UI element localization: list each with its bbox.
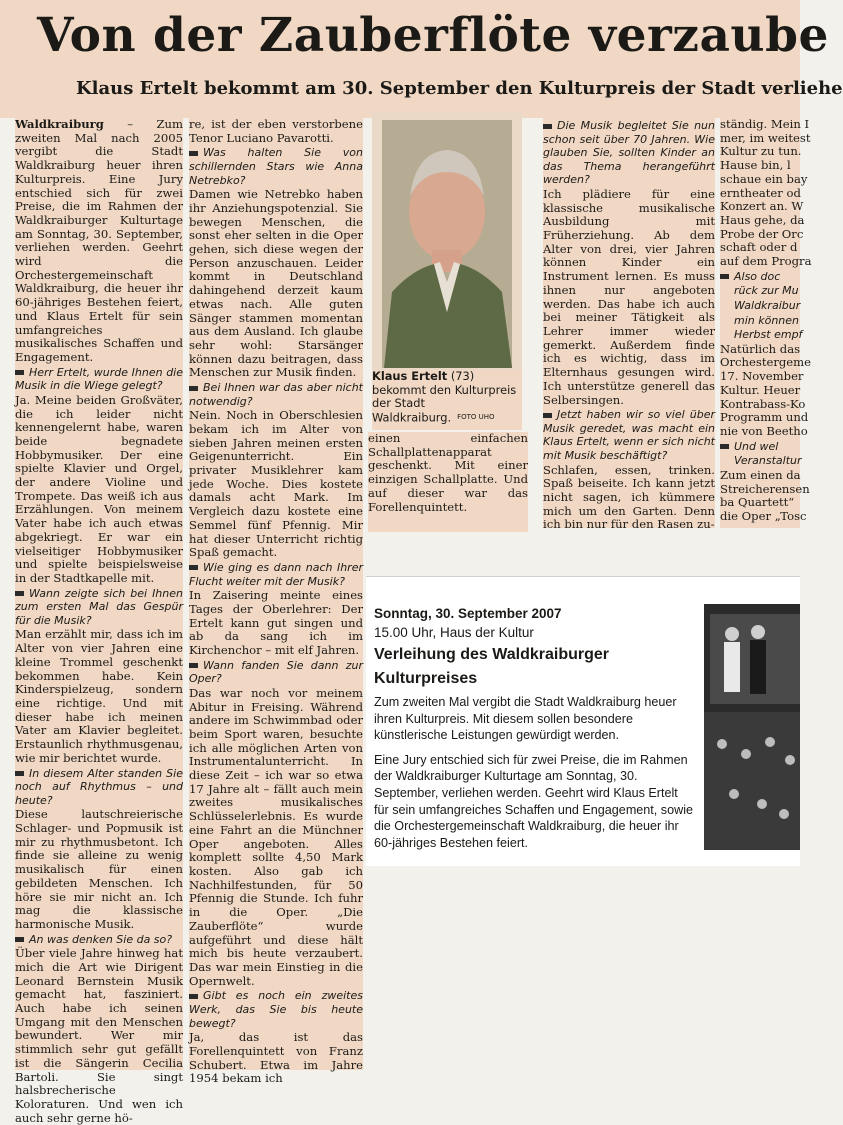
- question-marker-icon: [189, 565, 198, 570]
- paragraph: Natürlich das: [720, 341, 801, 356]
- question-text: min können: [734, 313, 800, 327]
- question-text: An was denken Sie da so?: [29, 932, 173, 946]
- paragraph: Konzert an. W: [720, 199, 804, 214]
- interview-question: [189, 659, 363, 686]
- question-text: Gibt es noch ein zweites Werk, das Sie bis heute bewegt?: [189, 989, 363, 1030]
- interview-question: [720, 328, 803, 342]
- question-marker-icon: [15, 771, 24, 776]
- interview-question: [15, 933, 183, 947]
- question-text: Die Musik begleitet Sie nun schon seit über 70 Jahren. Wie glauben Sie, sollten Kinder an das Thema herangeführt werden?: [543, 119, 715, 187]
- paragraph: 17. November: [720, 369, 804, 384]
- interview-question: [15, 767, 183, 808]
- question-text: Was halten Sie von schillernden Stars wie Anna Netrebko?: [189, 146, 363, 187]
- paragraph: Hause bin, l: [720, 158, 791, 173]
- question-text: Jetzt haben wir so viel über Musik geredet, was macht ein Klaus Ertelt, wenn er sich nicht mit Musik beschäftigt?: [543, 408, 715, 462]
- question-text: Also doc: [734, 269, 781, 283]
- event-paragraph-2: Eine Jury entschied sich für zwei Preise, die im Rahmen der Waldkraiburger Kulturtage am Sonntag, 30. September, verliehen werden. Geehrt wird Klaus Ertelt für sein umfangreiches Schaffen und Engagement, sowie die Orchestergemeinschaft Waldkraiburg, die heuer ihr 60-jähriges Bestehen feiert.: [374, 752, 694, 850]
- article-column-5: [720, 117, 812, 528]
- interview-question: [720, 440, 800, 454]
- paragraph: Über viele Jahre hinweg hat mich die Art wie Dirigent Leonard Bernstein Musik gemacht hat, fasziniert. Auch habe ich seinen Umgang mit den Menschen bewundert. Wer mir stimmlich sehr gut gefällt ist die Sängerin Cecilia Bartoli. Sie singt halsbrecherische Koloraturen. Und wen ich auch sehr gerne hö-: [15, 946, 183, 1125]
- caption-text: (73) bekommt den Kulturpreis der Stadt Waldkraiburg.: [372, 369, 517, 425]
- question-text: rück zur Mu: [734, 284, 799, 298]
- question-marker-icon: [543, 124, 552, 129]
- article-column-1: [15, 117, 183, 1125]
- question-marker-icon: [15, 370, 24, 375]
- question-marker-icon: [15, 591, 24, 596]
- dateline: Waldkraiburg: [15, 117, 104, 131]
- interview-question: [720, 270, 800, 284]
- question-text: Wann fanden Sie dann zur Oper?: [189, 658, 363, 686]
- paragraph: Kultur. Heuer: [720, 382, 801, 397]
- interview-question: [543, 119, 715, 187]
- paragraph: re, ist der eben verstorbene Tenor Luciano Pavarotti.: [189, 117, 363, 145]
- paragraph: die Oper „Tosc: [720, 508, 807, 523]
- question-text: Veranstaltur: [734, 454, 802, 468]
- article-column-3-tail: [368, 432, 528, 532]
- paragraph: Schlafen, essen, trinken. Spaß beiseite. Ich kann jetzt nicht sagen, ich kümmere mich um den Garten. Denn ich bin nur für den Rasen zu-: [543, 462, 715, 532]
- interview-question: [15, 366, 183, 393]
- caption-name: Klaus Ertelt: [372, 369, 448, 383]
- paragraph: Kultur zu tun.: [720, 144, 802, 159]
- question-text: Und wel: [734, 439, 779, 453]
- paragraph: erntheater od: [720, 185, 801, 200]
- paragraph: Ja, das ist das Forellenquintett von Franz Schubert. Etwa im Jahre 1954 bekam ich: [189, 1030, 363, 1086]
- question-text: In diesem Alter standen Sie noch auf Rhythmus – und heute?: [15, 766, 183, 807]
- paragraph: Ich plädiere für eine klassische musikalische Ausbildung mit Früherziehung. Ab dem Alter von drei, vier Jahren können Kinder ein Instrument lernen. Es muss ihnen nur angeboten werden. Das habe ich auch bei meiner Tätigkeit als Lehrer immer wieder gemerkt. Außerdem finde ich es wichtig, dass im Elternhaus gesungen wird. Ich unterstütze generell das Selbersingen.: [543, 186, 715, 407]
- subheadline: Klaus Ertelt bekommt am 30. September den Kulturpreis der Stadt verliehe: [76, 78, 843, 99]
- paragraph: Nein. Noch in Oberschlesien bekam ich im Alter von sieben Jahren meinen ersten Geigenunterricht. Ein privater Musiklehrer kam jede Woche. Dies kostete damals acht Mark. Im Vergleich dazu kostete eine Semmel fünf Pfennig. Mir hat dieser Unterricht richtig Spaß gemacht.: [189, 408, 363, 560]
- lead-paragraph: [15, 118, 183, 365]
- paragraph: Diese lautschreierische Schlager- und Popmusik ist mir zu rhythmusbetont. Ich finde sie alleine zu wenig musikalisch für einen gebildeten Menschen. Ich höre sie mir nicht an. Ich mag die klassische harmonische Musik.: [15, 807, 183, 931]
- paragraph: In Zaisering meinte eines Tages der Oberlehrer: Der Ertelt kann gut singen und ab da sang ich im Kirchenchor – mit elf Jahren.: [189, 588, 363, 657]
- paragraph: Probe der Orc: [720, 226, 804, 241]
- question-text: Bei Ihnen war das aber nicht notwendig?: [189, 381, 363, 408]
- paragraph: Programm und: [720, 410, 809, 425]
- headline: Von der Zauberflöte verzaube: [37, 8, 829, 63]
- event-date: Sonntag, 30. September 2007: [374, 606, 562, 621]
- paragraph: ständig. Mein I: [720, 117, 810, 131]
- interview-question: [189, 146, 363, 187]
- interview-question: [15, 587, 183, 628]
- event-text: [374, 694, 694, 859]
- interview-question: [189, 381, 363, 408]
- paragraph: Das war noch vor meinem Abitur in Freising. Während andere im Schwimmbad oder beim Sport waren, besuchte ich alle möglichen Arten von Instrumentalunterricht. In diese Zeit – ich war so etwa 17 Jahre alt – fällt auch mein zweites musikalisches Schlüsselerlebnis. Es wurde eine Fahrt an die Münchner Oper angeboten. Alles komplett sollte 4,50 Mark kosten. Also gab ich Nachhilfestunden, für 50 Pfennig die Stunde. Ich fuhr in die Oper. „Die Zauberflöte“ wurde aufgeführt und diese hält mich bis heute verzaubert. Das war mein Einstieg in die Opernwelt.: [189, 685, 363, 988]
- question-marker-icon: [720, 444, 729, 449]
- headline-area: [0, 0, 843, 118]
- question-text: Wann zeigte sich bei Ihnen zum ersten Mal das Gespür für die Musik?: [15, 586, 183, 627]
- question-marker-icon: [720, 274, 729, 279]
- question-marker-icon: [189, 663, 198, 668]
- paragraph: Zum einen da: [720, 467, 801, 482]
- lead-text: – Zum zweiten Mal nach 2005 vergibt die Stadt Waldkraiburg heuer ihren Kulturpreis. Eine Jury entschied sich für zwei Preise, die im Rahmen der Waldkraiburger Kulturtage am Sonntag, 30. September, verliehen werden. Geehrt wird die Orchestergemeinschaft Waldkraiburg, die heuer ihr 60-jähriges Bestehen feiert, und Klaus Ertelt für sein umfangreiches musikalisches Schaffen und Engagement.: [15, 117, 183, 364]
- interview-question: [720, 284, 800, 298]
- paragraph: schaue ein bay: [720, 171, 808, 186]
- question-text: Wie ging es dann nach Ihrer Flucht weiter mit der Musik?: [189, 560, 363, 588]
- question-marker-icon: [189, 151, 198, 156]
- question-marker-icon: [189, 994, 198, 999]
- orchestra-photo: [704, 604, 800, 850]
- interview-question: [189, 561, 363, 588]
- event-time: 15.00 Uhr, Haus der Kultur: [374, 625, 534, 640]
- paragraph: Ja. Meine beiden Großväter, die ich leider nicht kennengelernt habe, waren beide begnadete Hobbymusiker. Der eine spielte Klavier und Orgel, der andere Violine und Trompete. Das weiß ich aus Erzählungen. Von meinem Vater habe ich auch etwas abgekriegt. Er war ein vielseitiger Hobbymusiker und spielte beispielsweise in der Stadtkapelle mit.: [15, 392, 183, 585]
- interview-question: [189, 989, 363, 1030]
- paragraph: Damen wie Netrebko haben ihr Anziehungspotenzial. Sie bewegen Menschen, die sonst eher selten in die Oper gehen, sich diese wegen der Person anzuschauen. Leider kommt in Deutschland dahingehend derzeit kaum etwas nach. Alle guten Sänger stammen momentan aus dem Ausland. Ich glaube sehr wohl: Starsänger können dazu beitragen, dass Menschen zur Musik finden.: [189, 187, 363, 380]
- question-text: Waldkraibur: [734, 298, 801, 312]
- event-info-box: [366, 576, 800, 866]
- interview-question: [720, 454, 800, 468]
- question-marker-icon: [15, 937, 24, 942]
- question-text: Herr Ertelt, wurde Ihnen die Musik in die Wiege gelegt?: [15, 365, 183, 393]
- paragraph: einen einfachen Schallplattenapparat geschenkt. Mit einer einzigen Schallplatte. Und auf dieser war das Forellenquintett.: [368, 431, 528, 514]
- interview-question: [543, 408, 715, 462]
- paragraph: Man erzählt mir, dass ich im Alter von vier Jahren eine kleine Trommel geschenkt bekommen habe. Kein Kinderspielzeug, sondern eine richtige. Und mit dieser habe ich meinen Vater am Klavier begleitet. Erstaunlich rhythmusgenau, wie mir berichtet wurde.: [15, 627, 183, 765]
- question-marker-icon: [189, 386, 198, 391]
- portrait-illustration: [372, 112, 522, 370]
- photo-credit: FOTO UHO: [457, 412, 495, 421]
- paragraph: Orchestergeme: [720, 355, 812, 370]
- article-column-2: [189, 117, 363, 1086]
- paragraph: Haus gehe, da: [720, 212, 805, 227]
- event-paragraph-1: Zum zweiten Mal vergibt die Stadt Waldkraiburg heuer ihren Kulturpreis. Mit diesem sollen besondere künstlerische Leistungen gewürdigt werden.: [374, 695, 677, 743]
- paragraph: Streicherensen: [720, 481, 810, 496]
- article-column-4: [543, 118, 715, 532]
- event-title: Verleihung des Waldkraiburger Kulturpreises: [374, 646, 610, 687]
- interview-question: [720, 314, 800, 328]
- paragraph: Kontrabass-Ko: [720, 396, 806, 411]
- paragraph: nie von Beetho: [720, 423, 808, 438]
- portrait-photo: [372, 112, 522, 370]
- photo-caption: [372, 370, 522, 430]
- question-text: Herbst empf: [734, 328, 803, 342]
- paragraph: auf dem Progra: [720, 254, 812, 269]
- question-marker-icon: [543, 413, 552, 418]
- paragraph: ba Quartett“: [720, 495, 795, 510]
- paragraph: mer, im weitest: [720, 130, 811, 145]
- paragraph: schaft oder d: [720, 240, 798, 255]
- interview-question: [720, 299, 800, 313]
